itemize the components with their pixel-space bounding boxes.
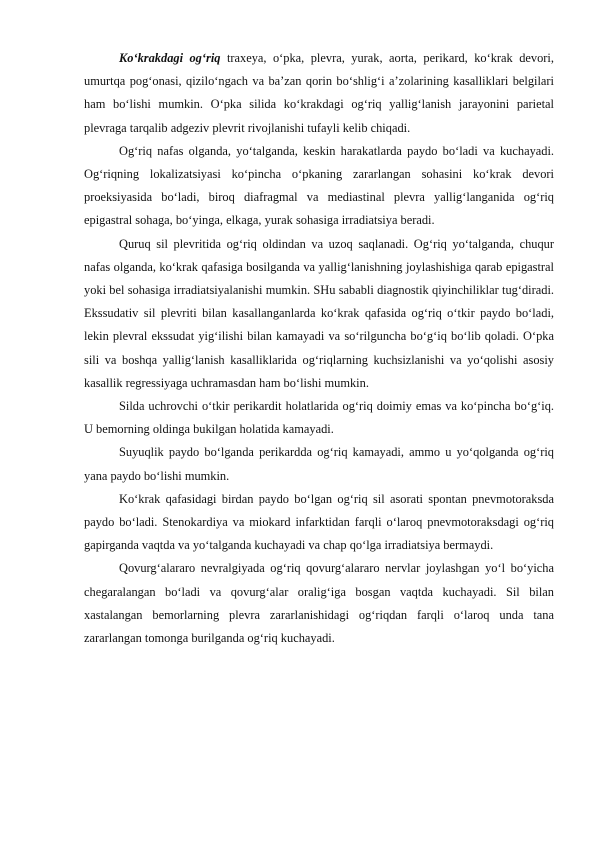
paragraph-pneumothorax [84,488,554,558]
paragraph-pericardial-fluid [84,441,554,487]
paragraph-text: Quruq sil plevritida og‘riq oldindan va uzoq saqlanadi. Og‘riq yo‘talganda, chuqur nafas olganda, ko‘krak qafasiga bosilganda va yallig‘lanishning joylashishiga qarab epigastral yoki bel sohasiga irradiatsiyalanishi mumkin. SHu sababli diagnostik qiyinchiliklar tug‘diradi. Ekssudativ sil plevriti bilan kasallanganlarda ko‘krak qafasida og‘riq o‘tkir paydo bo‘ladi, lekin plevral ekssudat yig‘ilishi bilan kamayadi va so‘rilguncha bo‘g‘iq bo‘lib qoladi. O‘pka sili va boshqa yallig‘lanish kasalliklarida og‘riqlarning kuchsizlanishi va yo‘qolishi asosiy kasallik regressiyaga uchramasdan ham bo‘lishi mumkin. [84,236,554,390]
paragraph-acute-pericarditis [84,395,554,441]
paragraph-pain-localization [84,140,554,233]
paragraph-text: traxeya, o‘pka, plevra, yurak, aorta, perikard, ko‘krak devori, umurtqa pog‘onasi, qizilo‘ngach va ba’zan qorin bo‘shlig‘i a’zolarining kasalliklari belgilari ham bo‘lishi mumkin. O‘pka silida ko‘krakdagi og‘riq yallig‘lanish jarayonini parietal plevraga tarqalib adgeziv plevrit rivojlanishi tufayli kelib chiqadi. [84,51,554,135]
paragraph-text: Qovurg‘alararo nevralgiyada og‘riq qovurg‘alararo nervlar joylashgan yo‘l bo‘yicha chegaralangan bo‘ladi va qovurg‘alar oralig‘iga bosgan vaqtda kuchayadi. Sil bilan xastalangan bemorlarning plevra zararlanishidagi og‘riqdan farqli o‘laroq unda tana zararlangan tomonga burilganda og‘riq kuchayadi. [84,561,554,646]
paragraph-text: Silda uchrovchi o‘tkir perikardit holatlarida og‘riq doimiy emas va ko‘pincha bo‘g‘iq. U bemorning oldinga bukilgan holatida kamayadi. [84,399,554,437]
paragraph-intercostal-neuralgia [84,557,554,650]
paragraph-dry-pleurisy [84,233,554,395]
paragraph-text: Og‘riq nafas olganda, yo‘talganda, keskin harakatlarda paydo bo‘ladi va kuchayadi. Og‘riqning lokalizatsiyasi ko‘pincha o‘pkaning zararlangan sohasini ko‘krak devori proeksiyasida bo‘ladi, biroq diafragmal va mediastinal plevra yallig‘langanida og‘riq epigastral sohaga, bo‘yinga, elkaga, yurak sohasiga irradiatsiya beradi. [84,143,554,228]
paragraph-chest-pain-intro [84,47,554,140]
paragraph-text: Ko‘krak qafasidagi birdan paydo bo‘lgan og‘riq sil asorati spontan pnevmotoraksda paydo bo‘ladi. Stenokardiya va miokard infarktidan farqli o‘laroq pnevmotoraksdagi og‘riq gapirganda vaqtda va yo‘talganda kuchayadi va chap qo‘lga irradiatsiya bermaydi. [84,491,554,553]
paragraph-lead-term: Ko‘krakdagi og‘riq [119,51,221,65]
paragraph-text: Suyuqlik paydo bo‘lganda perikardda og‘riq kamayadi, ammo u yo‘qolganda og‘riq yana paydo bo‘lishi mumkin. [84,445,554,483]
